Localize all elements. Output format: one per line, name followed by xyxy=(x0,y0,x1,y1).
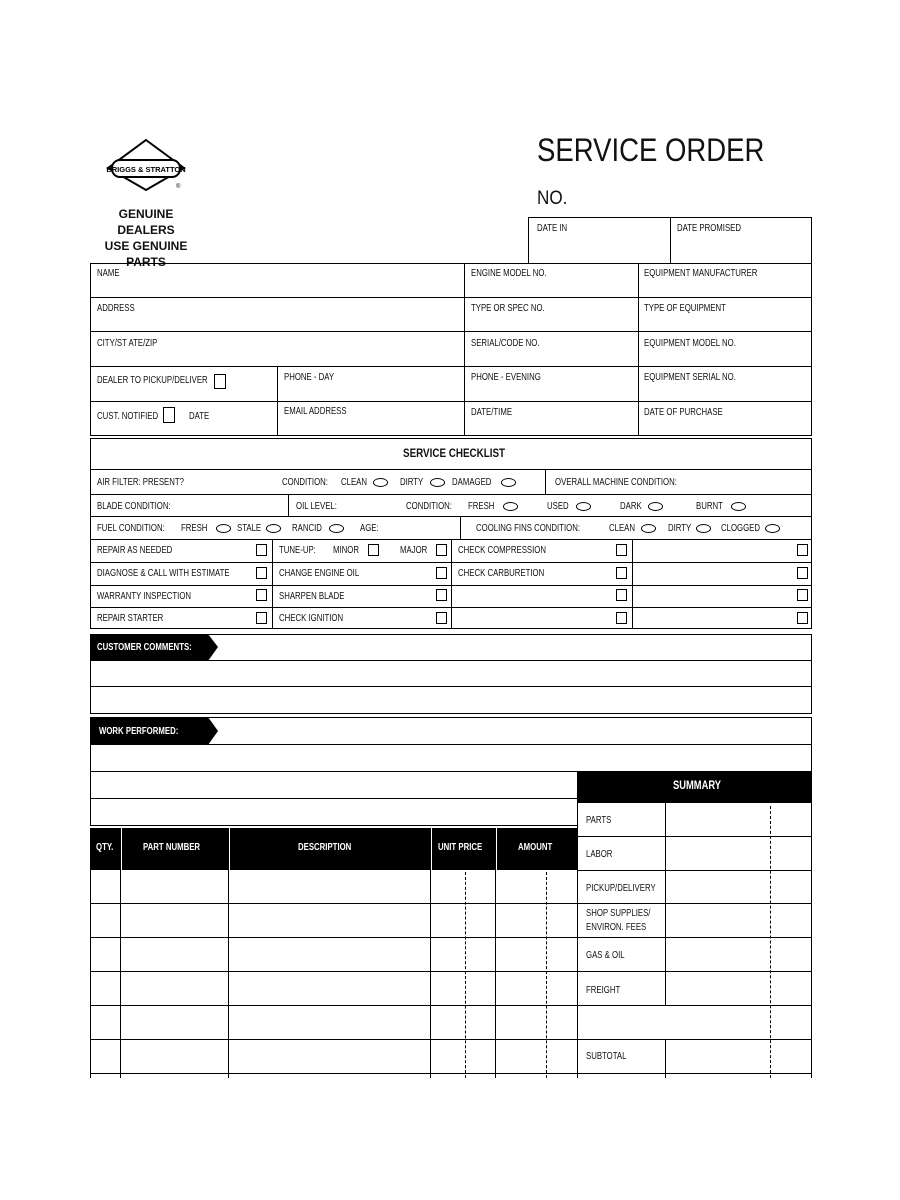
dealer-pickup-label: DEALER TO PICKUP/DELIVER xyxy=(97,375,208,386)
engine-model-field[interactable]: ENGINE MODEL NO. xyxy=(471,268,547,279)
summary-labor-field[interactable]: LABOR xyxy=(586,849,613,860)
equipment-serial-field[interactable]: EQUIPMENT SERIAL NO. xyxy=(644,372,736,383)
air-clean-radio[interactable] xyxy=(373,478,388,487)
damaged-label: DAMAGED xyxy=(452,477,492,488)
fuel-stale-radio[interactable] xyxy=(266,524,281,533)
equipment-model-field[interactable]: EQUIPMENT MODEL NO. xyxy=(644,338,736,349)
summary-gas-oil-field[interactable]: GAS & OIL xyxy=(586,950,625,961)
oil-dark-label: DARK xyxy=(620,501,642,512)
extra-checkbox-5[interactable] xyxy=(616,612,627,624)
cooling-fins-label: COOLING FINS CONDITION: xyxy=(476,523,581,534)
extra-checkbox-1[interactable] xyxy=(797,544,808,556)
oil-level-label: OIL LEVEL: xyxy=(296,501,337,512)
minor-label: MINOR xyxy=(333,545,360,556)
fuel-fresh-radio[interactable] xyxy=(216,524,231,533)
page-title: SERVICE ORDER xyxy=(537,132,765,168)
date-time-field[interactable]: DATE/TIME xyxy=(471,407,513,418)
dirty-label: DIRTY xyxy=(400,477,424,488)
oil-fresh-radio[interactable] xyxy=(503,502,518,511)
briggs-stratton-logo xyxy=(104,138,188,194)
phone-evening-field[interactable]: PHONE - EVENING xyxy=(471,372,541,383)
checklist-title: SERVICE CHECKLIST xyxy=(403,446,506,460)
name-field[interactable]: NAME xyxy=(97,268,120,279)
type-of-equipment-field[interactable]: TYPE OF EQUIPMENT xyxy=(644,303,726,314)
description-header: DESCRIPTION xyxy=(298,842,352,853)
city-state-zip-field[interactable]: CITY/ST ATE/ZIP xyxy=(97,338,158,349)
summary-subtotal-field[interactable]: SUBTOTAL xyxy=(586,1051,627,1062)
notified-date-field[interactable]: DATE xyxy=(189,411,210,422)
sharpen-checkbox[interactable] xyxy=(436,589,447,601)
summary-freight-field[interactable]: FREIGHT xyxy=(586,985,621,996)
tune-up-label: TUNE-UP: xyxy=(279,545,316,556)
repair-needed-label: REPAIR AS NEEDED xyxy=(97,545,173,556)
fuel-age-field[interactable]: AGE: xyxy=(360,523,379,534)
check-ignition-label: CHECK IGNITION xyxy=(279,613,344,624)
cool-clean-label: CLEAN xyxy=(609,523,636,534)
oil-condition-label: CONDITION: xyxy=(406,501,452,512)
blade-condition-label: BLADE CONDITION: xyxy=(97,501,171,512)
air-condition-label: CONDITION: xyxy=(282,477,328,488)
check-compression-checkbox[interactable] xyxy=(616,544,627,556)
table-row[interactable] xyxy=(90,937,578,938)
table-row[interactable] xyxy=(90,1073,578,1074)
oil-burnt-radio[interactable] xyxy=(731,502,746,511)
qty-header: QTY. xyxy=(96,842,114,853)
oil-dark-radio[interactable] xyxy=(648,502,663,511)
repair-needed-checkbox[interactable] xyxy=(256,544,267,556)
genuine-dealers-tagline xyxy=(92,206,200,270)
air-dirty-radio[interactable] xyxy=(430,478,445,487)
fuel-rancid-radio[interactable] xyxy=(329,524,344,533)
dealer-pickup-checkbox[interactable] xyxy=(214,374,226,389)
air-damaged-radio[interactable] xyxy=(501,478,516,487)
date-promised-field[interactable]: DATE PROMISED xyxy=(677,223,741,234)
extra-checkbox-2[interactable] xyxy=(797,567,808,579)
oil-burnt-label: BURNT xyxy=(696,501,723,512)
oil-fresh-label: FRESH xyxy=(468,501,495,512)
phone-day-field[interactable]: PHONE - DAY xyxy=(284,372,335,383)
change-oil-checkbox[interactable] xyxy=(436,567,447,579)
logo-registered: ® xyxy=(176,184,181,190)
serial-code-field[interactable]: SERIAL/CODE NO. xyxy=(471,338,540,349)
fuel-fresh-label: FRESH xyxy=(181,523,208,534)
email-address-field[interactable]: EMAIL ADDRESS xyxy=(284,406,347,417)
air-filter-label: AIR FILTER: PRESENT? xyxy=(97,477,184,488)
part-number-header: PART NUMBER xyxy=(143,842,201,853)
check-compression-label: CHECK COMPRESSION xyxy=(458,545,546,556)
cool-clogged-radio[interactable] xyxy=(765,524,780,533)
check-carburetion-label: CHECK CARBURETION xyxy=(458,568,545,579)
cool-dirty-radio[interactable] xyxy=(696,524,711,533)
customer-comments-area[interactable] xyxy=(90,634,812,714)
fuel-stale-label: STALE xyxy=(237,523,262,534)
summary-shop-supplies-line1[interactable]: SHOP SUPPLIES/ xyxy=(586,908,651,919)
logo-text: BRIGGS & STRATTON xyxy=(106,165,186,174)
table-row[interactable] xyxy=(90,1005,578,1006)
clean-label: CLEAN xyxy=(341,477,368,488)
fuel-condition-label: FUEL CONDITION: xyxy=(97,523,165,534)
change-oil-label: CHANGE ENGINE OIL xyxy=(279,568,360,579)
table-row[interactable] xyxy=(90,1039,578,1040)
extra-checkbox-4[interactable] xyxy=(797,589,808,601)
cust-notified-checkbox[interactable] xyxy=(163,407,175,423)
equipment-manufacturer-field[interactable]: EQUIPMENT MANUFACTURER xyxy=(644,268,758,279)
tune-up-major-checkbox[interactable] xyxy=(436,544,447,556)
tagline-line1: GENUINE DEALERS xyxy=(117,207,175,237)
date-of-purchase-field[interactable]: DATE OF PURCHASE xyxy=(644,407,723,418)
extra-checkbox-3[interactable] xyxy=(616,589,627,601)
summary-pickup-field[interactable]: PICKUP/DELIVERY xyxy=(586,883,656,894)
tune-up-minor-checkbox[interactable] xyxy=(368,544,379,556)
work-performed-label: WORK PERFORMED: xyxy=(99,726,179,737)
address-field[interactable]: ADDRESS xyxy=(97,303,135,314)
fuel-rancid-label: RANCID xyxy=(292,523,322,534)
repair-starter-checkbox[interactable] xyxy=(256,612,267,624)
cool-clogged-label: CLOGGED xyxy=(721,523,761,534)
tagline-line2: USE GENUINE PARTS xyxy=(104,239,188,269)
major-label: MAJOR xyxy=(400,545,428,556)
diagnose-label: DIAGNOSE & CALL WITH ESTIMATE xyxy=(97,568,230,579)
warranty-checkbox[interactable] xyxy=(256,589,267,601)
cool-clean-radio[interactable] xyxy=(641,524,656,533)
unit-price-header: UNIT PRICE xyxy=(438,842,483,853)
amount-header: AMOUNT xyxy=(518,842,553,853)
sharpen-label: SHARPEN BLADE xyxy=(279,591,345,602)
diagnose-checkbox[interactable] xyxy=(256,567,267,579)
order-number-label: NO. xyxy=(537,188,568,209)
check-carburetion-checkbox[interactable] xyxy=(616,567,627,579)
warranty-label: WARRANTY INSPECTION xyxy=(97,591,192,602)
summary-title: SUMMARY xyxy=(673,778,722,792)
summary-parts-field[interactable]: PARTS xyxy=(586,815,612,826)
repair-starter-label: REPAIR STARTER xyxy=(97,613,164,624)
type-spec-field[interactable]: TYPE OR SPEC NO. xyxy=(471,303,545,314)
oil-used-label: USED xyxy=(547,501,569,512)
table-row[interactable] xyxy=(90,903,578,904)
extra-checkbox-6[interactable] xyxy=(797,612,808,624)
table-row[interactable] xyxy=(90,971,578,972)
overall-condition-label: OVERALL MACHINE CONDITION: xyxy=(555,477,677,488)
date-in-field[interactable]: DATE IN xyxy=(537,223,568,234)
summary-shop-supplies-line2[interactable]: ENVIRON. FEES xyxy=(586,922,647,933)
check-ignition-checkbox[interactable] xyxy=(436,612,447,624)
cool-dirty-label: DIRTY xyxy=(668,523,692,534)
oil-used-radio[interactable] xyxy=(576,502,591,511)
cust-notified-label: CUST. NOTIFIED xyxy=(97,411,159,422)
customer-comments-label: CUSTOMER COMMENTS: xyxy=(97,642,192,653)
